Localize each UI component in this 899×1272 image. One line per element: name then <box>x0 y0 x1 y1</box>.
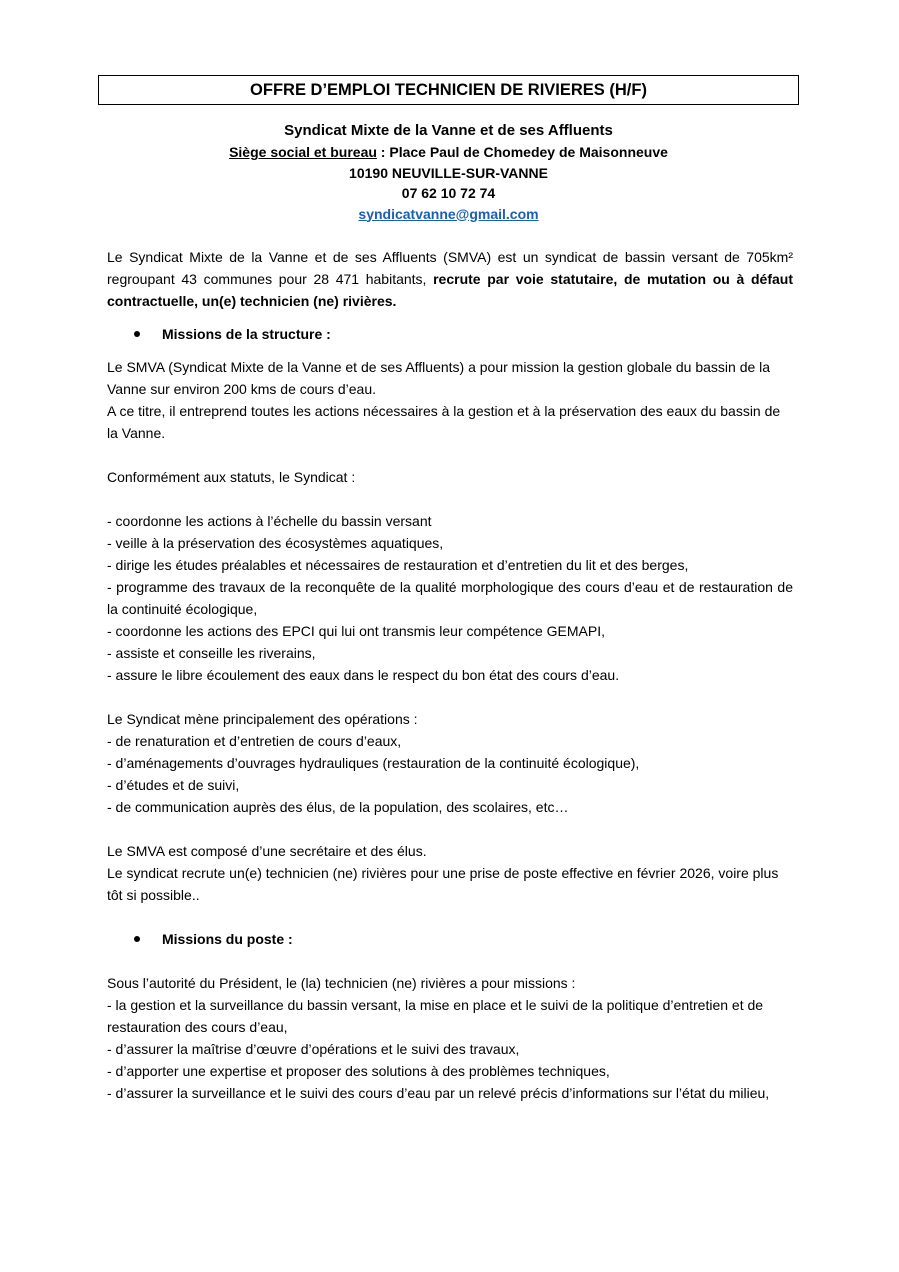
list-item: - de renaturation et d’entretien de cours d’eaux, <box>107 733 402 749</box>
section-heading-poste: Missions du poste : <box>107 928 793 950</box>
list-item: - de communication auprès des élus, de la population, des scolaires, etc… <box>107 799 569 815</box>
address-label: Siège social et bureau <box>229 144 377 160</box>
statuts-list <box>107 510 793 686</box>
address-line <box>98 142 799 163</box>
phone-line: 07 62 10 72 74 <box>401 185 496 201</box>
list-item: - assure le libre écoulement des eaux dans le respect du bon état des cours d’eau. <box>107 667 620 683</box>
list-item: - coordonne les actions des EPCI qui lui ont transmis leur compétence GEMAPI, <box>107 623 606 639</box>
intro-paragraph <box>107 246 793 312</box>
list-item: - d’assurer la surveillance et le suivi des cours d’eau par un relevé précis d’informations sur l’état du milieu, <box>107 1085 770 1101</box>
bullet-icon <box>134 936 140 942</box>
employer-name: Syndicat Mixte de la Vanne et de ses Affluents <box>284 122 613 139</box>
list-item: - programme des travaux de la reconquête de la qualité morphologique des cours d’eau et de restauration de la continuité écologique, <box>107 579 793 617</box>
employer-header <box>98 120 799 224</box>
list-item: - coordonne les actions à l’échelle du bassin versant <box>107 513 432 529</box>
section-heading-structure: Missions de la structure : <box>107 323 793 345</box>
list-item: - veille à la préservation des écosystèmes aquatiques, <box>107 535 444 551</box>
operations-intro: Le Syndicat mène principalement des opérations : <box>107 711 418 727</box>
bullet-icon <box>134 331 140 337</box>
document-body <box>107 246 793 1104</box>
intro-text: Le Syndicat Mixte de la Vanne et de ses Affluents (SMVA) est un syndicat de bassin versant de 705km² regroupant 43 communes pour 28 471 habitants, <box>107 249 793 287</box>
list-item: - dirige les études préalables et nécessaires de restauration et d’entretien du lit et des berges, <box>107 557 689 573</box>
document-title: OFFRE D’EMPLOI TECHNICIEN DE RIVIERES (H/F) <box>98 75 799 105</box>
poste-list <box>107 994 793 1104</box>
composition-paragraph: Le SMVA est composé d’une secrétaire et des élus. <box>107 843 427 859</box>
recruitment-paragraph: Le syndicat recrute un(e) technicien (ne) rivières pour une prise de poste effective en février 2026, voire plus tôt si possible.. <box>107 865 779 903</box>
intro-bold-text: recrute par voie statutaire, de mutation ou à défaut contractuelle, un(e) technicien (ne) rivières. <box>107 271 793 309</box>
operations-list <box>107 730 793 818</box>
list-item: - d’études et de suivi, <box>107 777 240 793</box>
poste-intro: Sous l’autorité du Président, le (la) technicien (ne) rivières a pour missions : <box>107 975 576 991</box>
statuts-intro: Conformément aux statuts, le Syndicat : <box>107 469 356 485</box>
list-item: - d’aménagements d’ouvrages hydrauliques (restauration de la continuité écologique), <box>107 755 640 771</box>
address-value: : Place Paul de Chomedey de Maisonneuve <box>376 144 668 160</box>
email-link[interactable]: syndicatvanne@gmail.com <box>358 205 539 222</box>
list-item: - d’assurer la maîtrise d’œuvre d’opérations et le suivi des travaux, <box>107 1041 520 1057</box>
list-item: - d’apporter une expertise et proposer des solutions à des problèmes techniques, <box>107 1063 610 1079</box>
list-item: - assiste et conseille les riverains, <box>107 645 316 661</box>
list-item: - la gestion et la surveillance du bassin versant, la mise en place et le suivi de la politique d’entretien et de restauration des cours d’eau, <box>107 997 764 1035</box>
city-line: 10190 NEUVILLE-SUR-VANNE <box>349 164 548 181</box>
action-paragraph: A ce titre, il entreprend toutes les actions nécessaires à la gestion et à la préservation des eaux du bassin de la Vanne. <box>107 403 781 441</box>
mission-paragraph: Le SMVA (Syndicat Mixte de la Vanne et de ses Affluents) a pour mission la gestion globale du bassin de la Vanne sur environ 200 kms de cours d’eau. <box>107 359 771 397</box>
